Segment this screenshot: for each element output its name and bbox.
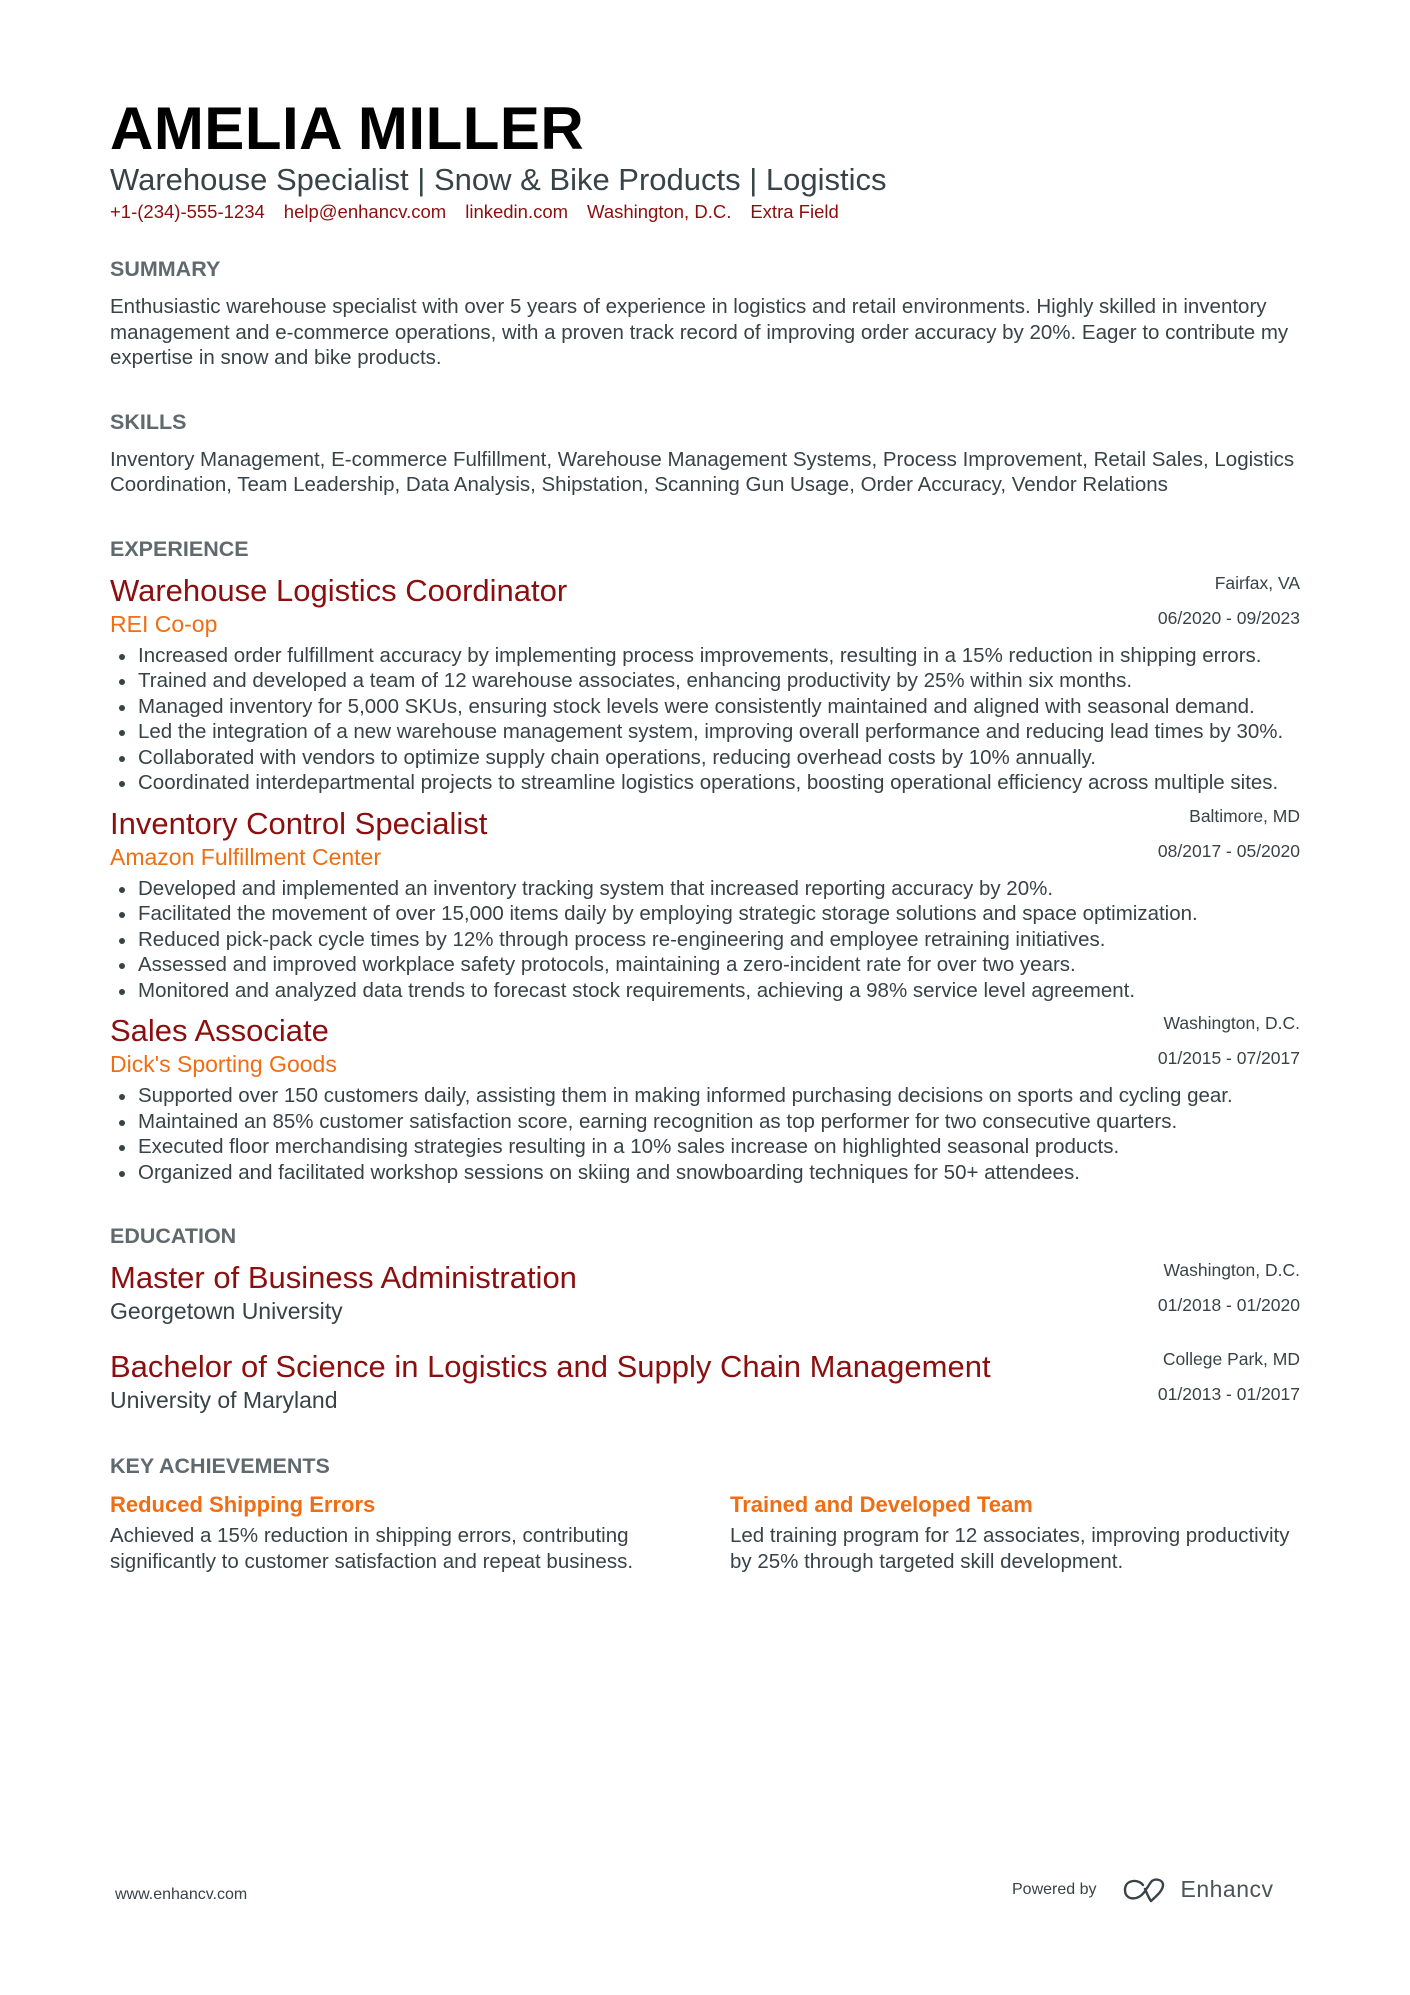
enhancv-brand-name: Enhancv — [1180, 1876, 1274, 1902]
contact-location: Washington, D.C. — [587, 201, 732, 222]
candidate-headline: Warehouse Specialist | Snow & Bike Products | Logistics — [110, 162, 887, 197]
contact-email[interactable]: help@enhancv.com — [283, 201, 447, 222]
bullet-item: Increased order fulfillment accuracy by implementing process improvements, resulting in a 15% reduction in shipping errors. — [110, 643, 1300, 669]
footer-branding — [1012, 1876, 1274, 1903]
experience-section — [110, 536, 1300, 1186]
bullet-item: Reduced pick-pack cycle times by 12% through process re-engineering and employee retraining initiatives. — [110, 927, 1300, 953]
bullet-item: Organized and facilitated workshop sessions on skiing and snowboarding techniques for 50+ attendees. — [110, 1160, 1300, 1186]
experience-location: Fairfax, VA — [1214, 572, 1300, 593]
section-title-summary: SUMMARY — [110, 257, 221, 281]
footer-website-link[interactable]: www.enhancv.com — [115, 1886, 248, 1903]
education-section — [110, 1223, 1300, 1415]
experience-job-title: Sales Associate — [110, 1013, 329, 1049]
powered-by-label: Powered by — [1012, 1880, 1097, 1898]
skills-text: Inventory Management, E-commerce Fulfillment, Warehouse Management Systems, Process Improvement, Retail Sales, Logistics Coordination, Team Leadership, Data Analysis, Shipstation, Scanning Gun Usage, Order Accuracy, Vendor Relations — [110, 447, 1295, 497]
education-dates: 01/2013 - 01/2017 — [1157, 1384, 1300, 1405]
bullet-item: Coordinated interdepartmental projects to streamline logistics operations, boosting operational efficiency across multiple sites. — [110, 770, 1300, 796]
contact-linkedin[interactable]: linkedin.com — [465, 201, 569, 222]
experience-bullets — [110, 876, 1300, 1004]
bullet-item: Trained and developed a team of 12 warehouse associates, enhancing productivity by 25% within six months. — [110, 668, 1300, 694]
bullet-item: Assessed and improved workplace safety protocols, maintaining a zero-incident rate for over two years. — [110, 952, 1300, 978]
achievements-section — [110, 1453, 1300, 1574]
contact-phone[interactable]: +1-(234)-555-1234 — [110, 201, 265, 222]
bullet-item: Maintained an 85% customer satisfaction score, earning recognition as top performer for two consecutive quarters. — [110, 1109, 1300, 1135]
education-location: College Park, MD — [1162, 1349, 1300, 1370]
summary-text: Enthusiastic warehouse specialist with over 5 years of experience in logistics and retail environments. Highly skilled in inventory management and e-commerce operations, with a proven track record of improving order accuracy by 20%. Eager to contribute my expertise in snow and bike products. — [110, 295, 1289, 370]
experience-location: Baltimore, MD — [1189, 805, 1300, 826]
section-title-skills: SKILLS — [110, 409, 187, 434]
experience-dates: 08/2017 - 05/2020 — [1157, 840, 1300, 861]
achievement-description: Led training program for 12 associates, improving productivity by 25% through targeted skill development. — [730, 1524, 1290, 1574]
achievements-grid — [110, 1491, 1300, 1574]
summary-section — [110, 256, 1300, 371]
section-title-education: EDUCATION — [110, 1224, 237, 1249]
experience-bullets — [110, 1083, 1300, 1185]
education-school: University of Maryland — [110, 1387, 338, 1414]
section-title-experience: EXPERIENCE — [110, 536, 249, 561]
bullet-item: Developed and implemented an inventory tracking system that increased reporting accuracy by 20%. — [110, 876, 1300, 902]
experience-company: Amazon Fulfillment Center — [110, 843, 381, 870]
bullet-item: Led the integration of a new warehouse management system, improving overall performance and reducing lead times by 30%. — [110, 719, 1300, 745]
enhancv-brand-link[interactable] — [1121, 1876, 1274, 1903]
achievement-description: Achieved a 15% reduction in shipping errors, contributing significantly to customer satisfaction and repeat business. — [110, 1524, 634, 1574]
contact-info — [110, 199, 1300, 225]
bullet-item: Monitored and analyzed data trends to forecast stock requirements, achieving a 98% service level agreement. — [110, 978, 1300, 1004]
experience-entry — [110, 806, 1300, 1004]
achievement-item — [730, 1491, 1300, 1574]
skills-section — [110, 409, 1300, 498]
experience-dates: 01/2015 - 07/2017 — [1157, 1048, 1300, 1069]
experience-job-title: Warehouse Logistics Coordinator — [110, 572, 568, 608]
resume-header — [110, 95, 1300, 225]
achievement-item — [110, 1491, 680, 1574]
education-entry — [110, 1349, 1300, 1415]
education-degree: Master of Business Administration — [110, 1260, 577, 1296]
achievement-title: Trained and Developed Team — [730, 1492, 1033, 1518]
education-degree: Bachelor of Science in Logistics and Supply Chain Management — [110, 1349, 991, 1385]
bullet-item: Managed inventory for 5,000 SKUs, ensuring stock levels were consistently maintained and aligned with seasonal demand. — [110, 694, 1300, 720]
experience-dates: 06/2020 - 09/2023 — [1157, 607, 1300, 628]
experience-company: REI Co-op — [110, 610, 218, 637]
section-title-achievements: KEY ACHIEVEMENTS — [110, 1454, 330, 1479]
experience-company: Dick's Sporting Goods — [110, 1051, 337, 1078]
experience-entry — [110, 573, 1300, 796]
enhancv-logo-icon — [1121, 1877, 1169, 1903]
bullet-item: Facilitated the movement of over 15,000 items daily by employing strategic storage solutions and space optimization. — [110, 901, 1300, 927]
bullet-item: Collaborated with vendors to optimize supply chain operations, reducing overhead costs by 10% annually. — [110, 745, 1300, 771]
bullet-item: Executed floor merchandising strategies resulting in a 10% sales increase on highlighted seasonal products. — [110, 1134, 1300, 1160]
achievement-title: Reduced Shipping Errors — [110, 1492, 376, 1518]
bullet-item: Supported over 150 customers daily, assisting them in making informed purchasing decisions on sports and cycling gear. — [110, 1083, 1300, 1109]
education-school: Georgetown University — [110, 1298, 343, 1325]
experience-job-title: Inventory Control Specialist — [110, 805, 488, 841]
education-dates: 01/2018 - 01/2020 — [1157, 1295, 1300, 1316]
education-entry — [110, 1260, 1300, 1326]
experience-bullets — [110, 643, 1300, 796]
education-location: Washington, D.C. — [1163, 1260, 1300, 1281]
contact-extra-field: Extra Field — [750, 201, 839, 222]
candidate-name: AMELIA MILLER — [110, 95, 585, 162]
experience-location: Washington, D.C. — [1163, 1013, 1300, 1034]
resume-page — [110, 95, 1300, 1575]
experience-entry — [110, 1013, 1300, 1185]
